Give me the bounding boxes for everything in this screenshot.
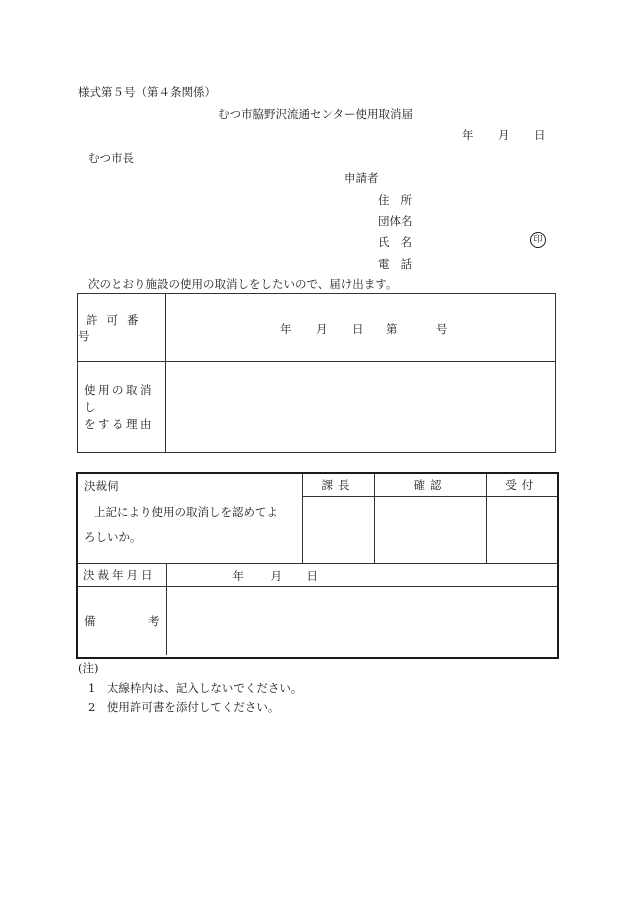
statement: 次のとおり施設の使用の取消しをしたいので、届け出ます。	[88, 277, 398, 291]
reason-label-line1: 使用の取消し	[84, 382, 154, 414]
reception-label: 受付	[505, 478, 539, 492]
reception-stamp	[486, 497, 557, 564]
decision-year-label: 年	[232, 569, 244, 583]
decision-day-label: 日	[306, 569, 318, 583]
reason-label-cell	[78, 362, 166, 453]
seal-icon: 印	[530, 232, 546, 248]
permit-day-label: 日	[352, 322, 364, 336]
decision-month-label: 月	[270, 569, 282, 583]
reception-header	[486, 474, 557, 497]
date-day-label: 日	[534, 128, 546, 142]
office-use-table	[78, 474, 557, 655]
office-use-frame	[76, 472, 559, 659]
decision-date-label-cell	[78, 564, 166, 587]
organization-label: 団体名	[378, 214, 413, 228]
document-title: むつ市脇野沢流通センター使用取消届	[218, 107, 414, 121]
remarks-label-cell	[78, 587, 166, 656]
address-label: 住所	[378, 193, 423, 207]
decision-text-line2: ろしいか。	[84, 530, 142, 544]
addressee: むつ市長	[88, 151, 134, 165]
note-item-1: 1 太線枠内は、記入しないでください。	[88, 681, 303, 695]
reason-label-line2: をする理由	[84, 416, 154, 431]
reason-label	[78, 382, 165, 433]
decision-date-label: 決裁年月日	[83, 568, 156, 582]
note-item-2: 2 使用許可書を添付してください。	[88, 700, 280, 714]
permit-no-suffix: 号	[436, 322, 448, 336]
section-chief-header	[302, 474, 374, 497]
section-chief-label: 課長	[321, 478, 355, 492]
phone-label: 電話	[378, 257, 423, 271]
notes-heading: (注)	[78, 661, 99, 675]
confirmation-label: 確認	[413, 478, 447, 492]
decision-text-line1: 上記により使用の取消しを認めてよ	[94, 505, 278, 519]
form-number: 様式第５号（第４条関係）	[78, 85, 216, 99]
section-chief-stamp	[302, 497, 374, 564]
confirmation-stamp	[374, 497, 486, 564]
remarks-label-a: 備	[84, 614, 96, 628]
decision-request-cell	[78, 474, 302, 564]
permit-month-label: 月	[316, 322, 328, 336]
permit-year-label: 年	[280, 322, 292, 336]
date-year-label: 年	[462, 128, 474, 142]
confirmation-header	[374, 474, 486, 497]
remarks-label-b: 考	[148, 614, 160, 628]
decision-label: 決裁伺	[84, 479, 119, 493]
decision-date-field	[166, 564, 557, 587]
application-table	[77, 293, 556, 453]
date-month-label: 月	[498, 128, 510, 142]
permit-number-label: 許可番号	[78, 312, 148, 343]
applicant-heading: 申請者	[344, 171, 379, 185]
name-label: 氏名	[378, 235, 423, 249]
reason-field[interactable]	[166, 362, 556, 453]
remarks-field	[166, 587, 557, 656]
permit-number-field[interactable]	[166, 294, 556, 362]
permit-number-label-cell	[78, 294, 166, 362]
permit-no-prefix: 第	[386, 322, 398, 336]
